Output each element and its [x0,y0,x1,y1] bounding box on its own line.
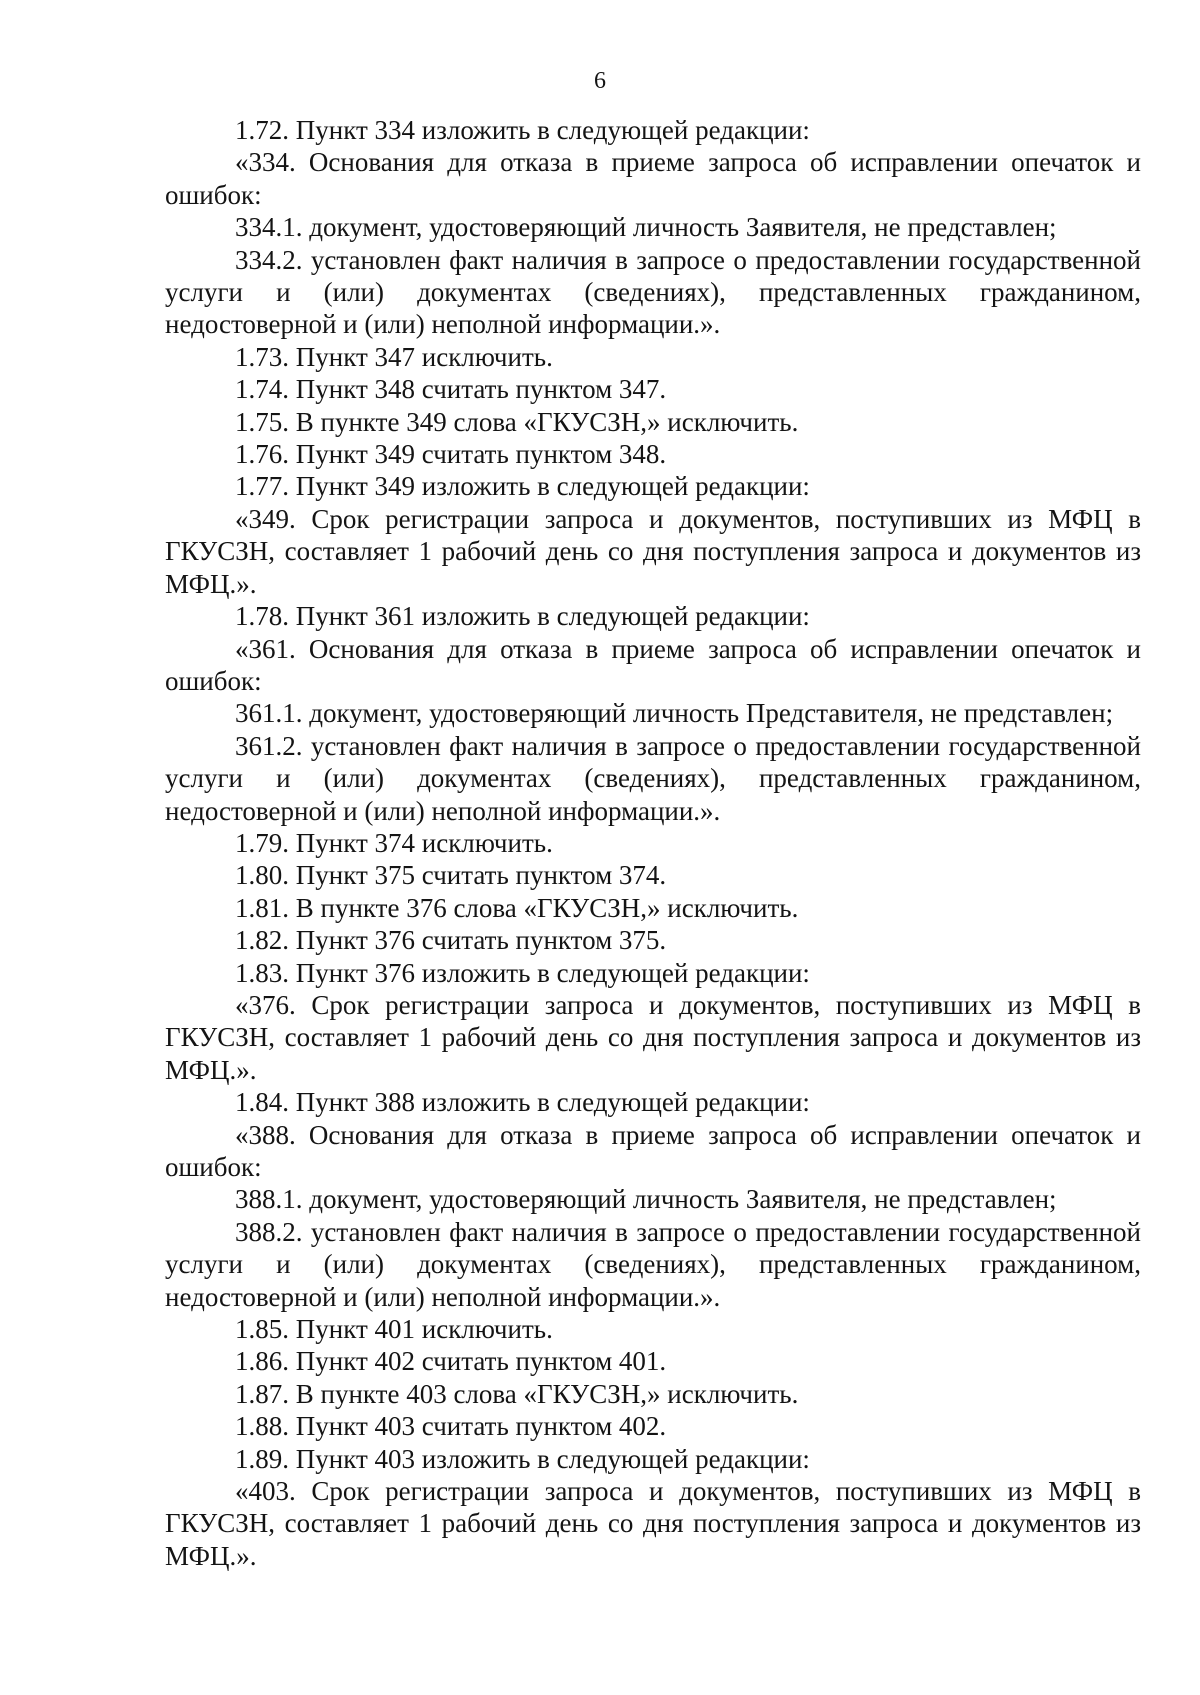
paragraph-403-quote: «403. Срок регистрации запроса и документов, поступивших из МФЦ в ГКУСЗН, составляет 1 рабочий день со дня поступления запроса и документов из МФЦ.». [165,1476,1141,1571]
paragraph-1-74: 1.74. Пункт 348 считать пунктом 347. [235,374,667,405]
paragraph-1-89: 1.89. Пункт 403 изложить в следующей редакции: [235,1443,810,1474]
paragraph-1-84: 1.84. Пункт 388 изложить в следующей редакции: [235,1087,810,1118]
paragraph-1-76: 1.76. Пункт 349 считать пунктом 348. [235,439,667,470]
paragraph-1-73: 1.73. Пункт 347 исключить. [235,341,553,372]
paragraph-1-80: 1.80. Пункт 375 считать пунктом 374. [235,860,667,891]
page-number: 6 [594,68,606,94]
paragraph-361-1: 361.1. документ, удостоверяющий личность Представителя, не представлен; [235,698,1114,729]
paragraph-334-quote: «334. Основания для отказа в приеме запроса об исправлении опечаток и ошибок: [165,147,1141,210]
paragraph-1-78: 1.78. Пункт 361 изложить в следующей редакции: [235,601,810,632]
paragraph-388-1: 388.1. документ, удостоверяющий личность Заявителя, не представлен; [235,1184,1057,1215]
paragraph-334-1: 334.1. документ, удостоверяющий личность Заявителя, не представлен; [235,212,1057,243]
paragraph-1-81: 1.81. В пункте 376 слова «ГКУСЗН,» исключить. [235,892,799,923]
paragraph-361-quote: «361. Основания для отказа в приеме запроса об исправлении опечаток и ошибок: [165,633,1141,696]
paragraph-1-75: 1.75. В пункте 349 слова «ГКУСЗН,» исключить. [235,406,799,437]
paragraph-1-85: 1.85. Пункт 401 исключить. [235,1314,553,1345]
paragraph-334-2: 334.2. установлен факт наличия в запросе о предоставлении государственной услуги и (или) документах (сведениях), представленных гражданином, недостоверной и (или) неполной информации.». [165,244,1141,340]
paragraph-388-quote: «388. Основания для отказа в приеме запроса об исправлении опечаток и ошибок: [165,1119,1141,1182]
paragraph-361-2: 361.2. установлен факт наличия в запросе о предоставлении государственной услуги и (или) документах (сведениях), представленных гражданином, недостоверной и (или) неполной информации.». [165,730,1141,826]
paragraph-388-2: 388.2. установлен факт наличия в запросе о предоставлении государственной услуги и (или) документах (сведениях), представленных гражданином, недостоверной и (или) неполной информации.». [165,1216,1141,1312]
paragraph-1-88: 1.88. Пункт 403 считать пунктом 402. [235,1411,667,1442]
paragraph-1-77: 1.77. Пункт 349 изложить в следующей редакции: [235,471,810,502]
paragraph-349-quote: «349. Срок регистрации запроса и документов, поступивших из МФЦ в ГКУСЗН, составляет 1 рабочий день со дня поступления запроса и документов из МФЦ.». [165,503,1141,599]
paragraph-1-72: 1.72. Пункт 334 изложить в следующей редакции: [235,115,810,145]
paragraph-1-82: 1.82. Пункт 376 считать пунктом 375. [235,925,667,956]
paragraph-1-86: 1.86. Пункт 402 считать пунктом 401. [235,1346,667,1377]
paragraph-1-87: 1.87. В пункте 403 слова «ГКУСЗН,» исключить. [235,1378,799,1409]
document-body [165,114,1141,1572]
paragraph-376-quote: «376. Срок регистрации запроса и документов, поступивших из МФЦ в ГКУСЗН, составляет 1 рабочий день со дня поступления запроса и документов из МФЦ.». [165,989,1141,1085]
paragraph-1-83: 1.83. Пункт 376 изложить в следующей редакции: [235,957,810,988]
paragraph-1-79: 1.79. Пункт 374 исключить. [235,827,553,858]
